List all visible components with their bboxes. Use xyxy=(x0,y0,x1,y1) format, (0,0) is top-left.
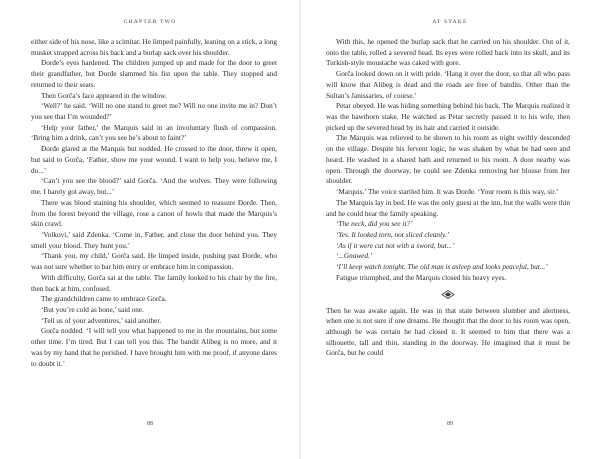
left-running-head: CHAPTER TWO xyxy=(123,19,177,25)
right-running-head: AT STAKE xyxy=(432,19,468,25)
right-page-number: 89 xyxy=(447,421,453,427)
overheard-dialogue-line: ‘Yes. It looked torn, not sliced cleanly.’ xyxy=(336,230,450,239)
section-break-ornament-icon xyxy=(326,284,570,306)
paragraph: either side of his nose, like a scimitar. He limped painfully, leaning on a stick, a long musket strapped across his back and a burlap sack over his shoulder. xyxy=(31,38,277,57)
paragraph: With this, he opened the burlap sack that he carried on his shoulder. Out of it, onto the table, rolled a severed head. Its eyes were rolled back into its skull, and its Turkish-style moustache was caked with gore. xyxy=(326,38,570,68)
paragraph: Petar obeyed. He was hiding something behind his back. The Marquis realized it was the hawthorn stake. He watched as Petar secretly passed it to his wife, then picked up the severed head by its hair and carried it outside. xyxy=(326,102,570,132)
paragraph: Then Gorča’s face appeared in the window. xyxy=(41,91,167,100)
left-page-number: 88 xyxy=(147,421,153,427)
right-page xyxy=(300,0,600,459)
paragraph: Gorča looked down on it with pride. ‘Hang it over the door, so that all who pass will know that Alibeg is dead and the roads are free of bandits. Other than the Sultan’s Janissaries, of course.’ xyxy=(326,70,570,100)
paragraph: The grandchildren came to embrace Gorča. xyxy=(41,295,167,304)
overheard-dialogue-line: ‘...Gnawed.’ xyxy=(336,252,373,261)
overheard-dialogue-line: ‘As if it were cut not with a sword, but...’ xyxy=(336,241,455,250)
paragraph: ‘Help your father,’ the Marquis said in an involuntary flush of compassion. ‘Bring him a drink, can’t you see he’s about to faint?’ xyxy=(31,123,277,143)
paragraph: ‘Can’t you see the blood?’ said Gorča. ‘And the wolves. They were following me. I barely got away, but...’ xyxy=(31,177,277,197)
paragraph: There was blood staining his shoulder, which seemed to reassure Đorđe. Then, from the forest beyond the village, rose a canon of howls that made the Marquis’s skin crawl. xyxy=(31,198,277,229)
paragraph: Đorđe’s eyes hardened. The children jumped up and made for the door to greet their grandfather, but Đorđe slammed his fist upon the table. They stopped and returned to their seats. xyxy=(31,59,277,89)
paragraph: Đorđe glared at the Marquis but nodded. He crossed to the door, threw it open, but said to Gorča, ‘Father, show me your wound. I want to help you, believe me, I do...’ xyxy=(31,145,277,175)
paragraph: ‘Tell us of your adventures,’ said another. xyxy=(41,316,162,325)
paragraph: ‘Volkovi,’ said Zdenka. ‘Come in, Father, and close the door behind you. They smell your blood. They hunt you.’ xyxy=(31,230,277,250)
paragraph: Gorča nodded. ‘I will tell you what happened to me in the mountains, but some other time. I’m tired. But I can tell you this. The bandit Alibeg is no more, and it was by my hand that he perished. I have brought him with me proof, if anyone dares to doubt it.’ xyxy=(31,327,277,368)
overheard-dialogue-line: ‘The neck, did you see it?’ xyxy=(336,220,413,229)
paragraph: ‘But you’re cold as bone,’ said one. xyxy=(41,305,144,314)
paragraph: ‘Marquis.’ The voice startled him. It was Đorđe. ‘Your room is this way, sir.’ xyxy=(336,188,559,197)
right-page-text xyxy=(326,37,570,359)
overheard-dialogue-line: ‘I’ll keep watch tonight. The old man is asleep and looks peaceful, but...’ xyxy=(336,263,548,272)
paragraph: The Marquis lay in bed. He was the only guest at the inn, but the walls were thin and he could hear the family speaking. xyxy=(326,198,570,218)
paragraph: The Marquis was relieved to be shown to his room as night swiftly descended on the village. Despite his fervent logic, he was shaken by what he had seen and heard. He washed in a shared bath and returned to his room. A door nearby was open. Through the doorway, he could see Zdenka removing her blouse from her shoulder. xyxy=(326,134,570,186)
paragraph: Fatigue triumphed, and the Marquis closed his heavy eyes. xyxy=(336,273,507,282)
left-page-text xyxy=(31,37,277,369)
paragraph: Then he was awake again. He was in that state between slumber and alertness, when one is not sure if one dreams. He thought that the door to his room was open, although he was certain he had closed it. It seemed to him that there was a silhouette, tall and thin, standing in the doorway. He imagined that it must be Gorča, but he could xyxy=(326,306,570,358)
paragraph: ‘Thank you, my child,’ Gorča said. He limped inside, pushing past Đorđe, who was not sure whether to bar him entry or embrace him in compassion. xyxy=(31,252,277,272)
paragraph: ‘Well?’ he said. ‘Will no one stand to greet me? Will no one invite me in? Don’t you see that I’m wounded?’ xyxy=(31,102,277,122)
paragraph: With difficulty, Gorča sat at the table. The family looked to his chair by the fire, then back at him, confused. xyxy=(31,273,277,293)
